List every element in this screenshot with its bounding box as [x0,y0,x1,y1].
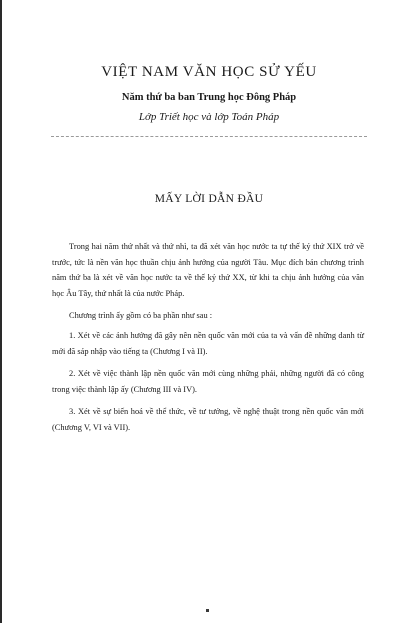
bottom-mark [206,609,209,612]
paragraph-part-3: 3. Xét về sự biến hoá về thể thức, về tư tưởng, về nghệ thuật trong nền quốc văn mới (Chương V, VI và VII). [52,407,364,432]
section-heading: MẤY LỜI DẪN ĐẦU [154,193,264,205]
book-subtitle: Năm thứ ba ban Trung học Đông Pháp [121,92,297,103]
paragraph-intro: Trong hai năm thứ nhất và thứ nhì, ta đã xét văn học nước ta tự thế kỷ thứ XIX trở về trước, tức là nền văn học thuần chịu ảnh hưởng của người Tàu. Mục đích bản chương trình năm thứ ba là xét về văn học nước ta về thế kỷ thứ XX, từ khi ta chịu ảnh hưởng của văn học Âu Tây, thứ nhất là của nước Pháp. [52,242,364,298]
class-line: Lớp Triết học và lớp Toán Pháp [138,111,280,123]
paragraph-program: Chương trình ấy gồm có ba phần như sau : [69,311,213,321]
book-title: VIỆT NAM VĂN HỌC SỬ YẾU [101,64,317,80]
paragraph-part-1: 1. Xét về các ảnh hưởng đã gây nên nền quốc văn mới của ta và vấn đề những danh từ mới đã sáp nhập vào tiếng ta (Chương I và II). [52,330,364,356]
body-text [52,239,364,443]
paragraph-part-2: 2. Xét về việc thành lập nền quốc văn mới cùng những phái, những người đã có công trong việc thành lập ấy (Chương III và IV). [52,369,364,394]
header-divider [51,136,367,137]
